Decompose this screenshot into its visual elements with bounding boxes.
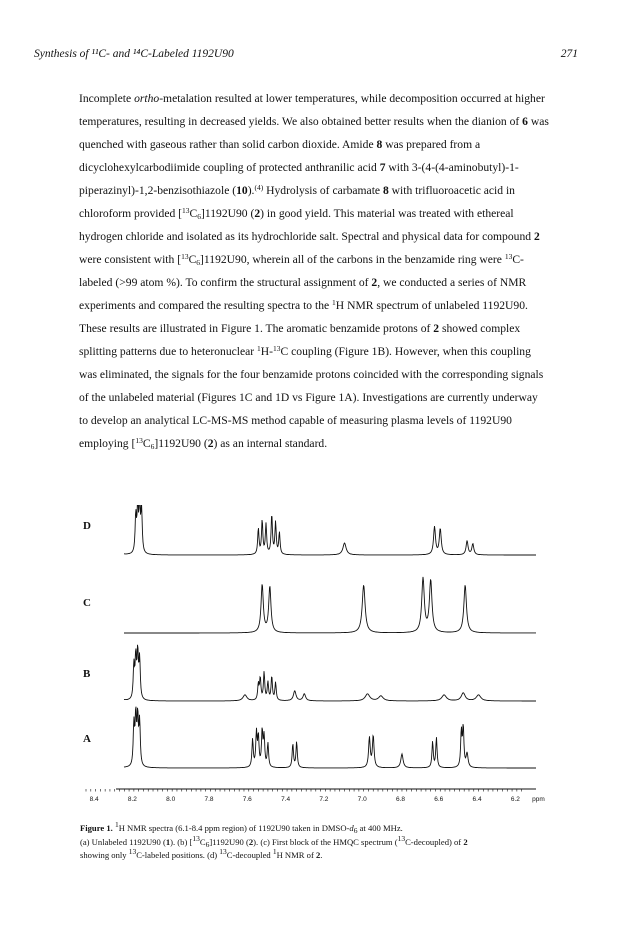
nmr-trace	[124, 707, 536, 768]
caption-line-3: showing only $^{13}$C-labeled positions. (d) $^{13}$C-decoupled $^1$H NMR of 2.	[80, 847, 323, 860]
caption-line-2: (a) Unlabeled 1192U90 (1). (b) $[^{13}C_6]1192U90$ (2). (c) First block of the HMQC spectrum ($^{13}$C-decoupled) of 2	[80, 833, 468, 849]
nmr-spectra	[78, 505, 548, 807]
trace-label: C	[83, 597, 91, 609]
axis-tick-label: 7.4	[281, 796, 291, 803]
caption-label: Figure 1.	[80, 823, 113, 833]
page-number: 271	[560, 48, 578, 60]
axis-tick-label: 6.6	[434, 796, 444, 803]
running-header	[34, 48, 578, 66]
nmr-trace	[124, 645, 536, 701]
axis-tick-label: 8.2	[127, 796, 137, 803]
nmr-figure	[78, 505, 548, 807]
axis-tick-label: 8.0	[166, 796, 176, 803]
figure-caption	[80, 822, 550, 863]
trace-label: D	[83, 520, 91, 532]
axis-unit-label: ppm	[532, 796, 545, 803]
running-title: Synthesis of ¹¹C- and ¹⁴C-Labeled 1192U90	[34, 48, 234, 60]
axis-tick-label: 6.8	[395, 796, 406, 803]
caption-line-1: Figure 1. $^1$H NMR spectra (6.1-8.4 ppm region) of 1192U90 taken in DMSO-$d_6$ at 400 MHz.	[80, 820, 403, 835]
axis-tick-label: 7.8	[204, 796, 214, 803]
axis-tick-label: 7.2	[319, 796, 329, 803]
trace-label: B	[83, 668, 91, 680]
nmr-trace	[124, 505, 536, 555]
axis-tick-label: 6.2	[510, 796, 520, 803]
axis-tick-label: 7.0	[357, 796, 367, 803]
axis-tick-label: 8.4	[89, 796, 99, 803]
body-text	[79, 87, 549, 455]
nmr-trace	[124, 577, 536, 633]
reference-mark: (4)	[254, 183, 264, 192]
axis-tick-label: 6.4	[472, 796, 482, 803]
body-paragraph: Incomplete ortho-metalation resulted at lower temperatures, while decomposition occurred at higher temperatures, resulting in decreased yields. We also obtained better results when the dianion of 6 was quenched with gaseous rather than solid carbon dioxide. Amide 8 was prepared from a dicyclohexylcarbodiimide coupling of protected anthranilic acid 7 with 3-(4-(4-aminobutyl)-1-piperazinyl)-1,2-benzisothiazole (10).$^{(4)}$ Hydrolysis of carbamate 8 with trifluoroacetic acid in chloroform provided $[^{13}C_6]1192U90$ (2) in good yield. This material was treated with ethereal hydrogen chloride and isolated as its hydrochloride salt. Spectral and physical data for compound 2 were consistent with $[^{13}C_6]1192U90$, wherein all of the carbons in the benzamide ring were $^{13}$C-labeled (>99 atom %). To confirm the structural assignment of 2, we conducted a series of NMR experiments and compared the resulting spectra to the $^1$H NMR spectrum of unlabeled 1192U90. These results are illustrated in Figure 1. The aromatic benzamide protons of 2 showed complex splitting patterns due to heteronuclear $^1$H-$^{13}$C coupling (Figure 1B). However, when this coupling was eliminated, the signals for the four benzamide protons coincided with the corresponding signals of the unlabeled material (Figures 1C and 1D vs Figure 1A). Investigations are currently underway to develop an analytical LC-MS-MS method capable of measuring plasma levels of 1192U90 employing $[^{13}C_6]1192U90$ (2) as an internal standard.	[79, 92, 549, 451]
axis-tick-label: 7.6	[242, 796, 252, 803]
trace-label: A	[83, 733, 91, 745]
